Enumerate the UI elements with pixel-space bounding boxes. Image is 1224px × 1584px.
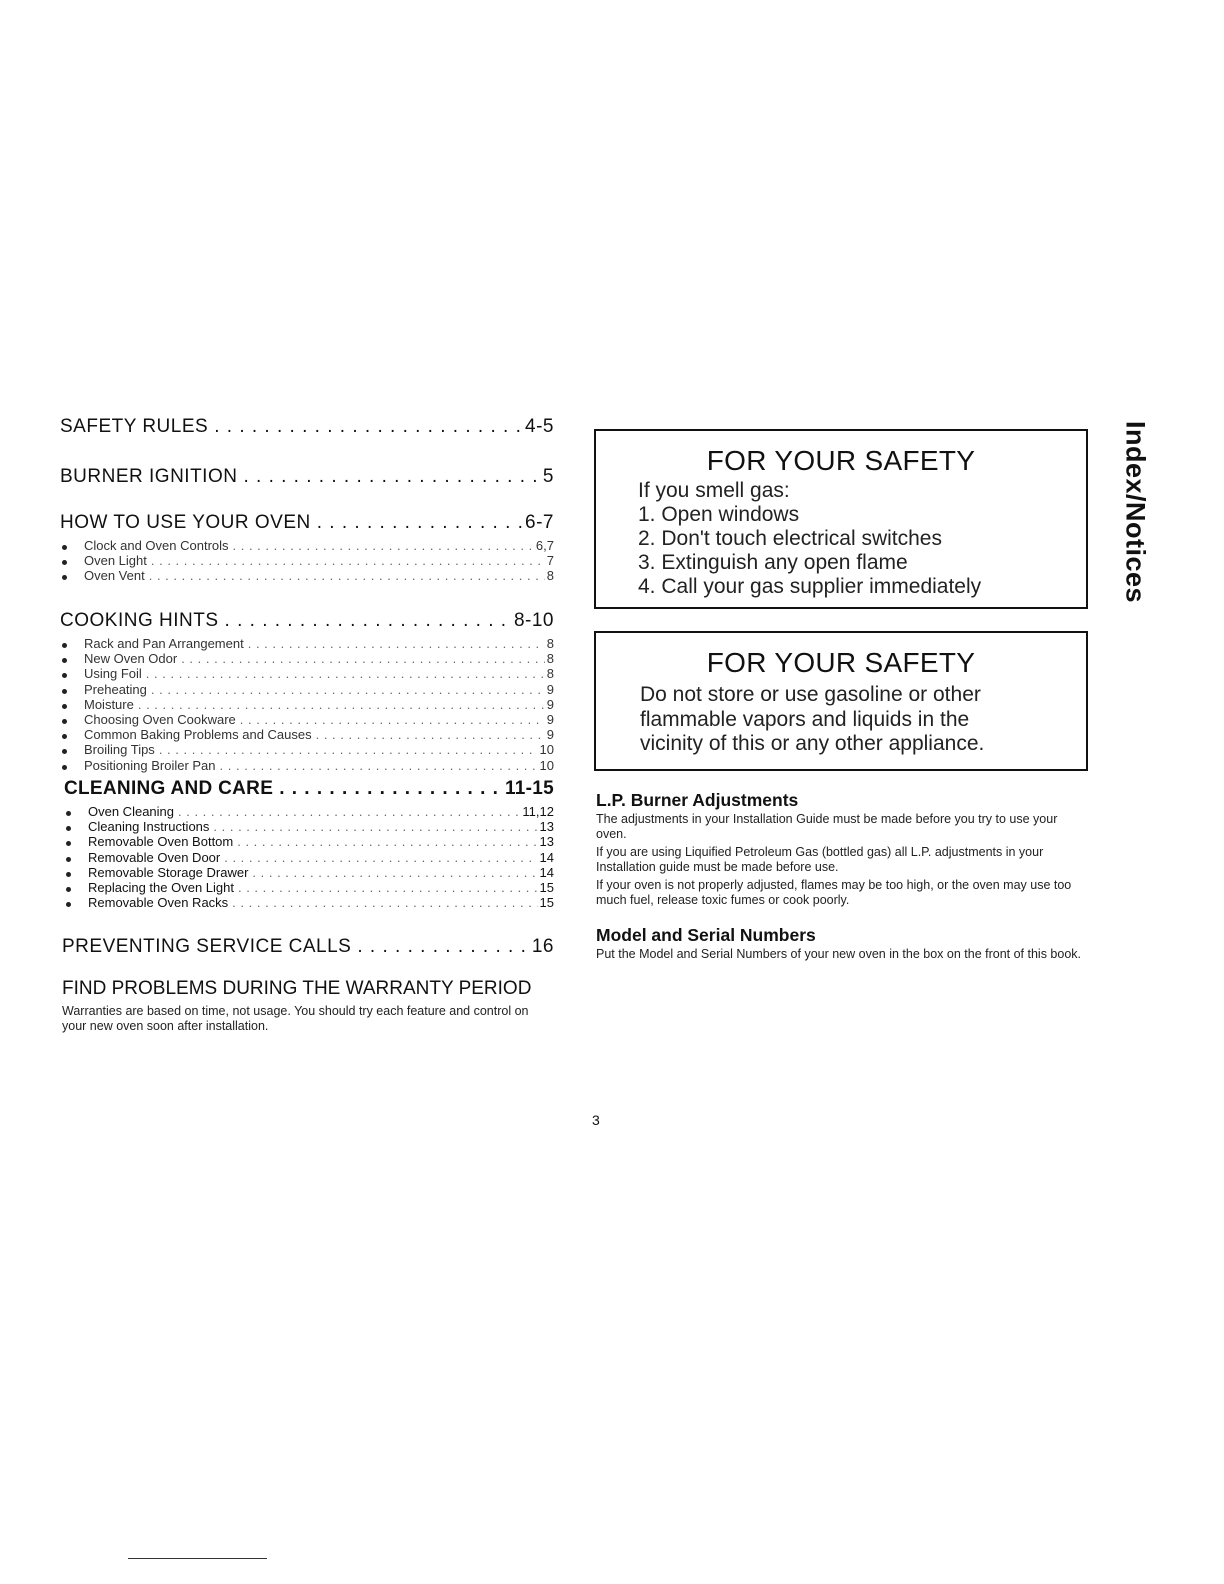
notice-paragraph: The adjustments in your Installation Guide must be made before you try to use your oven. [596, 812, 1058, 841]
list-item [64, 850, 554, 865]
dot-leader [224, 850, 537, 865]
toc-sublist [64, 804, 554, 910]
bullet-icon [62, 719, 67, 724]
dot-leader [233, 538, 534, 553]
bullet-icon [62, 689, 67, 694]
dot-leader [240, 712, 545, 727]
toc-sublist [60, 636, 554, 773]
toc-sublist [60, 538, 554, 584]
toc-page: 11-15 [504, 778, 554, 799]
item-page: 13 [539, 819, 554, 835]
list-item [60, 712, 554, 727]
lp-burner-adjustments [596, 790, 1090, 907]
dot-leader [317, 512, 523, 534]
bullet-icon [66, 857, 71, 862]
notice-paragraph: If your oven is not properly adjusted, flames may be too high, or the oven may use too much fuel, release toxic fumes or cook poorly. [596, 878, 1072, 907]
toc-title: SAFETY RULES [60, 416, 209, 437]
bullet-icon [66, 811, 71, 816]
item-page: 8 [546, 651, 554, 667]
list-item [64, 804, 554, 819]
item-page: 10 [539, 757, 554, 773]
warranty-text: Warranties are based on time, not usage. You should try each feature and control on your new oven soon after installation. [62, 1004, 529, 1033]
dot-leader [232, 895, 537, 910]
item-label: Cleaning Instructions [88, 819, 210, 835]
safety-intro: If you smell gas: [638, 479, 790, 502]
toc-title: HOW TO USE YOUR OVEN [60, 512, 311, 533]
toc-entry [60, 466, 554, 488]
toc-section-cleaning-and-care [64, 778, 554, 910]
toc-title: COOKING HINTS [60, 610, 219, 631]
notice-heading: Model and Serial Numbers [596, 925, 816, 945]
item-label: Removable Oven Bottom [88, 834, 234, 850]
safety-line: flammable vapors and liquids in the [640, 707, 970, 731]
list-item [60, 666, 554, 681]
dot-leader [178, 804, 520, 819]
safety-step: 4. Call your gas supplier immediately [638, 575, 982, 598]
item-label: Oven Cleaning [88, 804, 174, 819]
dot-leader [357, 936, 530, 958]
list-item [64, 819, 554, 834]
item-page: 15 [539, 895, 554, 911]
safety-box-body [640, 683, 1086, 757]
notice-heading: L.P. Burner Adjustments [596, 790, 799, 810]
item-page: 7 [546, 553, 554, 569]
item-label: Preheating [84, 681, 147, 697]
toc-section-safety-rules [60, 416, 554, 438]
toc-title: CLEANING AND CARE [64, 778, 274, 799]
toc-entry [62, 936, 554, 958]
dot-leader [252, 865, 537, 880]
safety-box-title: FOR YOUR SAFETY [706, 445, 976, 476]
item-label: Clock and Oven Controls [84, 538, 229, 553]
footnote-rule [128, 1558, 267, 1559]
dot-leader [220, 758, 538, 773]
item-page: 15 [539, 880, 554, 896]
bullet-icon [62, 734, 67, 739]
list-item [60, 636, 554, 651]
warranty-section [62, 978, 554, 1033]
list-item [60, 553, 554, 568]
dot-leader [238, 880, 538, 895]
item-label: Positioning Broiler Pan [84, 757, 216, 773]
dot-leader [151, 553, 545, 568]
bullet-icon [66, 887, 71, 892]
dot-leader [237, 834, 537, 849]
item-label: Choosing Oven Cookware [84, 712, 236, 728]
safety-step: 3. Extinguish any open flame [638, 551, 908, 574]
item-label: Oven Vent [84, 568, 145, 584]
dot-leader [149, 568, 545, 583]
dot-leader [159, 742, 538, 757]
bullet-icon [62, 643, 67, 648]
toc-title: BURNER IGNITION [60, 466, 238, 487]
list-item [60, 697, 554, 712]
dot-leader [213, 819, 537, 834]
item-page: 9 [546, 712, 554, 728]
toc-page: 4-5 [525, 416, 554, 437]
item-label: New Oven Odor [84, 651, 178, 667]
bullet-icon [66, 902, 71, 907]
item-label: Broiling Tips [84, 742, 155, 758]
item-label: Removable Oven Door [88, 849, 221, 865]
notice-paragraph: Put the Model and Serial Numbers of your new oven in the box on the front of this book. [596, 947, 1082, 961]
toc-entry [64, 778, 554, 800]
bullet-icon [62, 765, 67, 770]
toc-section-preventing-service-calls [62, 936, 554, 958]
safety-line: Do not store or use gasoline or other [640, 683, 981, 706]
dot-leader [279, 778, 503, 800]
item-page: 14 [539, 849, 554, 865]
dot-leader [151, 682, 545, 697]
bullet-icon [66, 872, 71, 877]
toc-section-burner-ignition [60, 466, 554, 488]
item-label: Rack and Pan Arrangement [84, 636, 244, 651]
toc-section-cooking-hints [60, 610, 554, 773]
safety-box-title: FOR YOUR SAFETY [706, 647, 976, 678]
bullet-icon [62, 673, 67, 678]
toc-entry [60, 512, 554, 534]
item-page: 9 [546, 681, 554, 697]
dot-leader [146, 666, 545, 681]
bullet-icon [62, 749, 67, 754]
bullet-icon [62, 545, 67, 550]
toc-page: 5 [542, 466, 554, 487]
item-label: Oven Light [84, 553, 147, 569]
bullet-icon [62, 704, 67, 709]
dot-leader [181, 651, 545, 666]
dot-leader [316, 727, 545, 742]
item-label: Removable Oven Racks [88, 895, 229, 911]
list-item [64, 895, 554, 910]
bullet-icon [62, 658, 67, 663]
list-item [60, 568, 554, 583]
item-label: Moisture [84, 696, 134, 712]
warranty-title: FIND PROBLEMS DURING THE WARRANTY PERIOD [62, 978, 532, 999]
list-item [64, 865, 554, 880]
item-page: 10 [539, 742, 554, 758]
safety-line: vicinity of this or any other appliance. [640, 732, 985, 755]
safety-step: 2. Don't touch electrical switches [638, 527, 942, 550]
list-item [60, 727, 554, 742]
side-tab-label: Index/Notices [1120, 420, 1151, 604]
item-label: Replacing the Oven Light [88, 880, 234, 896]
toc-entry [60, 416, 554, 438]
list-item [60, 651, 554, 666]
item-page: 8 [546, 568, 554, 584]
page-number: 3 [592, 1112, 600, 1128]
dot-leader [214, 416, 523, 438]
model-serial-numbers [596, 925, 1090, 962]
item-page: 9 [546, 727, 554, 743]
list-item [64, 834, 554, 849]
safety-box-flammables [594, 631, 1088, 771]
bullet-icon [62, 560, 67, 565]
side-tab [1118, 416, 1152, 608]
toc-page: 8-10 [513, 610, 554, 631]
list-item [60, 538, 554, 553]
dot-leader [243, 466, 540, 488]
toc-page: 16 [531, 936, 554, 957]
item-label: Removable Storage Drawer [88, 864, 249, 880]
bullet-icon [66, 841, 71, 846]
item-page: 14 [539, 864, 554, 880]
item-page: 6,7 [535, 538, 554, 553]
toc-title: PREVENTING SERVICE CALLS [62, 936, 352, 957]
toc-entry [60, 610, 554, 632]
list-item [60, 682, 554, 697]
toc-section-how-to-use [60, 512, 554, 584]
bullet-icon [62, 575, 67, 580]
safety-step: 1. Open windows [638, 503, 800, 526]
list-item [60, 742, 554, 757]
list-item [64, 880, 554, 895]
dot-leader [138, 697, 545, 712]
safety-box-gas-smell [594, 429, 1088, 609]
dot-leader [248, 636, 545, 651]
list-item [60, 758, 554, 773]
dot-leader [225, 610, 512, 632]
item-page: 13 [539, 834, 554, 850]
toc-page: 6-7 [525, 512, 554, 533]
item-label: Using Foil [84, 666, 142, 682]
item-page: 8 [546, 636, 554, 651]
safety-box-body [638, 479, 1086, 599]
notice-paragraph: If you are using Liquified Petroleum Gas (bottled gas) all L.P. adjustments in your Installation guide must be made before use. [596, 845, 1044, 874]
item-label: Common Baking Problems and Causes [84, 727, 312, 743]
item-page: 8 [546, 666, 554, 682]
item-page: 11,12 [522, 804, 554, 819]
item-page: 9 [546, 696, 554, 712]
bullet-icon [66, 826, 71, 831]
